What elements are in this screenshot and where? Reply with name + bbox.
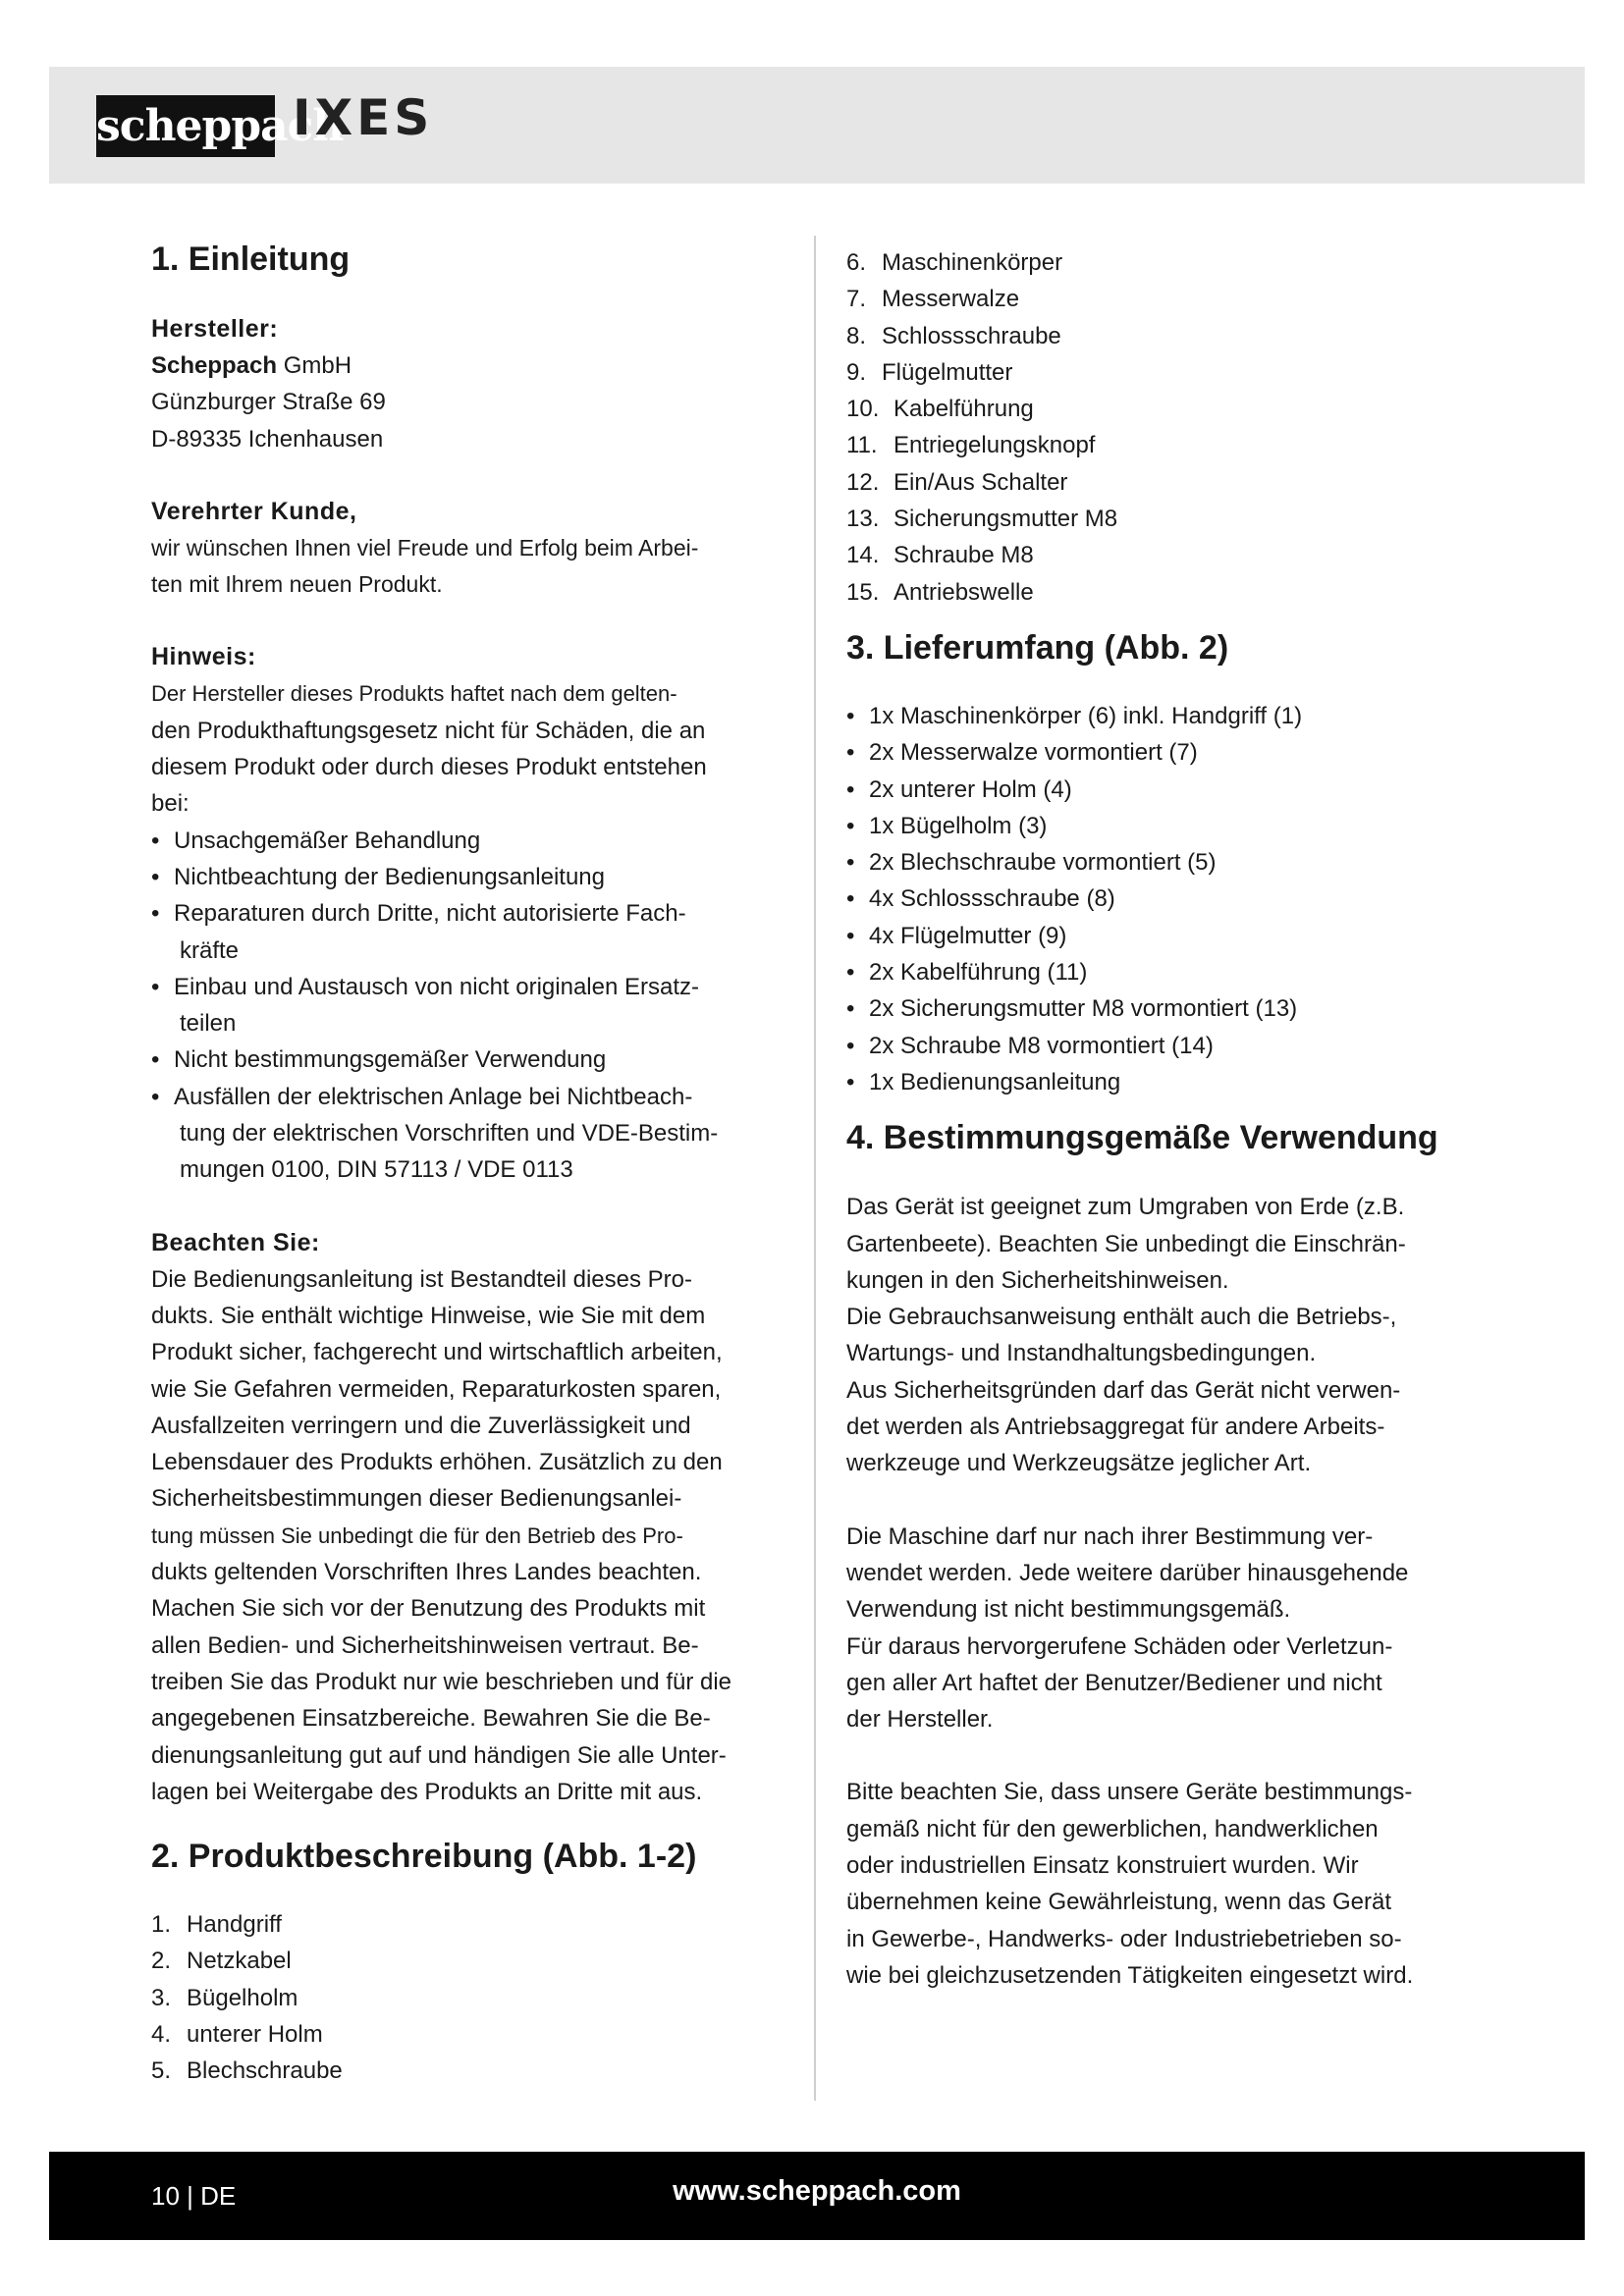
hint-label: Hinweis: — [151, 643, 256, 671]
use-line: in Gewerbe-, Handwerks- oder Industriebetrieben so- — [846, 1925, 1402, 1952]
scope-item: • 2x Schraube M8 vormontiert (14) — [846, 1028, 1494, 1064]
hint-item-line: • Nichtbeachtung der Bedienungsanleitung — [174, 863, 605, 890]
part-number: 15. — [846, 578, 880, 606]
scope-item: • 1x Bedienungsanleitung — [846, 1064, 1494, 1100]
column-divider — [814, 236, 816, 2101]
use-line: der Hersteller. — [846, 1706, 994, 1734]
hint-item — [151, 859, 799, 895]
company-name — [151, 347, 799, 384]
note-line: wie Sie Gefahren vermeiden, Reparaturkosten sparen, — [151, 1375, 722, 1403]
greeting-label: Verehrter Kunde, — [151, 497, 357, 525]
use-line: det werden als Antriebsaggregat für andere Arbeits- — [846, 1414, 1385, 1441]
use-line: Wartungs- und Instandhaltungsbedingungen. — [846, 1340, 1317, 1367]
note-line: Sicherheitsbestimmungen dieser Bedienungsanlei- — [151, 1485, 682, 1513]
part-item — [846, 281, 1494, 317]
note-line: Ausfallzeiten verringern und die Zuverlässigkeit und — [151, 1412, 691, 1439]
hint-item-line: mungen 0100, DIN 57113 / VDE 0113 — [180, 1156, 573, 1184]
use-line: Gartenbeete). Beachten Sie unbedingt die Einschrän- — [846, 1230, 1406, 1257]
parts-list-right — [846, 244, 1494, 611]
section-heading-einleitung: 1. Einleitung — [151, 240, 351, 278]
use-line: Die Gebrauchsanweisung enthält auch die Betriebs-, — [846, 1304, 1397, 1331]
part-name: Handgriff — [187, 1911, 282, 1939]
part-item — [846, 464, 1494, 501]
part-name: Ein/Aus Schalter — [893, 468, 1068, 496]
part-name: Messerwalze — [882, 286, 1020, 313]
use-line: Das Gerät ist geeignet zum Umgraben von Erde (z.B. — [846, 1194, 1405, 1221]
part-name: Entriegelungsknopf — [893, 432, 1096, 459]
part-number: 1. — [151, 1911, 172, 1939]
scope-item: • 4x Schlossschraube (8) — [846, 881, 1494, 917]
note-label: Beachten Sie: — [151, 1228, 320, 1256]
hint-line: den Produkthaftungsgesetz nicht für Schäden, die an — [151, 717, 706, 744]
scheppach-logo: scheppach — [96, 95, 275, 157]
part-item — [846, 354, 1494, 391]
part-number: 6. — [846, 249, 867, 276]
greeting-line: ten mit Ihrem neuen Produkt. — [151, 571, 443, 598]
scope-item: • 1x Maschinenkörper (6) inkl. Handgriff (1) — [846, 698, 1494, 734]
scope-item: • 2x Sicherungsmutter M8 vormontiert (13) — [846, 990, 1494, 1027]
part-name: Blechschraube — [187, 2057, 343, 2085]
scope-item: • 2x Messerwalze vormontiert (7) — [846, 734, 1494, 771]
part-item — [846, 391, 1494, 427]
company-bold: Scheppach — [151, 352, 278, 379]
part-name: Kabelführung — [893, 396, 1034, 423]
part-item — [151, 2016, 799, 2053]
hint-list — [151, 823, 799, 1189]
address-street: Günzburger Straße 69 — [151, 389, 386, 416]
hint-item — [151, 1079, 799, 1189]
use-line: Aus Sicherheitsgründen darf das Gerät nicht verwen- — [846, 1376, 1401, 1404]
part-item — [151, 1906, 799, 1943]
note-line: Machen Sie sich vor der Benutzung des Produkts mit — [151, 1595, 706, 1623]
note-line: dienungsanleitung gut auf und händigen Sie alle Unter- — [151, 1741, 727, 1769]
part-number: 3. — [151, 1984, 172, 2011]
hint-item — [151, 823, 799, 859]
note-line: treiben Sie das Produkt nur wie beschrieben und für die — [151, 1668, 732, 1695]
ixes-logo: IXES — [293, 89, 434, 146]
part-number: 8. — [846, 322, 867, 349]
note-line: dukts. Sie enthält wichtige Hinweise, wie Sie mit dem — [151, 1302, 706, 1329]
part-name: Sicherungsmutter M8 — [893, 506, 1118, 533]
use-line: wie bei gleichzusetzenden Tätigkeiten eingesetzt wird. — [846, 1961, 1414, 1989]
note-line: allen Bedien- und Sicherheitshinweisen vertraut. Be- — [151, 1631, 699, 1659]
use-line: kungen in den Sicherheitshinweisen. — [846, 1266, 1229, 1294]
page-number: 10 | DE — [151, 2181, 237, 2211]
scope-item: • 2x unterer Holm (4) — [846, 772, 1494, 808]
part-name: Netzkabel — [187, 1948, 292, 1975]
left-column — [151, 236, 799, 2090]
scope-item: • 4x Flügelmutter (9) — [846, 918, 1494, 954]
use-line: wendet werden. Jede weitere darüber hinausgehende — [846, 1559, 1409, 1586]
use-paragraph-2 — [846, 1519, 1494, 1738]
hint-item-line: • Reparaturen durch Dritte, nicht autorisierte Fach- — [174, 900, 686, 928]
note-line: lagen bei Weitergabe des Produkts an Dritte mit aus. — [151, 1778, 703, 1805]
use-line: werkzeuge und Werkzeugsätze jeglicher Art. — [846, 1450, 1312, 1477]
note-line: Die Bedienungsanleitung ist Bestandteil dieses Pro- — [151, 1265, 693, 1293]
part-number: 4. — [151, 2020, 172, 2048]
part-name: Schraube M8 — [893, 542, 1034, 569]
part-number: 2. — [151, 1948, 172, 1975]
note-line: dukts geltenden Vorschriften Ihres Landes beachten. — [151, 1559, 702, 1586]
hint-line: diesem Produkt oder durch dieses Produkt entstehen — [151, 754, 707, 781]
section-heading-verwendung: 4. Bestimmungsgemäße Verwendung — [846, 1119, 1438, 1157]
note-line: Lebensdauer des Produkts erhöhen. Zusätzlich zu den — [151, 1449, 723, 1476]
hint-item — [151, 969, 799, 1042]
scope-item: • 1x Bügelholm (3) — [846, 808, 1494, 844]
hint-line: Der Hersteller dieses Produkts haftet nach dem gelten- — [151, 681, 677, 707]
part-number: 10. — [846, 396, 880, 423]
use-line: oder industriellen Einsatz konstruiert wurden. Wir — [846, 1851, 1359, 1879]
part-item — [151, 1980, 799, 2016]
use-paragraph-1 — [846, 1189, 1494, 1481]
hint-item-line: • Einbau und Austausch von nicht originalen Ersatz- — [174, 973, 699, 1000]
use-paragraph-3 — [846, 1774, 1494, 1994]
page-header — [49, 67, 1585, 184]
part-item — [846, 427, 1494, 463]
part-name: Flügelmutter — [882, 358, 1013, 386]
hint-item — [151, 895, 799, 969]
hint-item — [151, 1041, 799, 1078]
part-item — [846, 574, 1494, 611]
part-number: 13. — [846, 506, 880, 533]
hint-line: bei: — [151, 790, 189, 818]
hint-item-line: • Unsachgemäßer Behandlung — [174, 827, 481, 854]
use-line: Verwendung ist nicht bestimmungsgemäß. — [846, 1596, 1291, 1624]
right-column — [846, 236, 1494, 1994]
scope-item: • 2x Kabelführung (11) — [846, 954, 1494, 990]
part-name: unterer Holm — [187, 2020, 323, 2048]
manufacturer-label: Hersteller: — [151, 315, 279, 343]
note-line: tung müssen Sie unbedingt die für den Betrieb des Pro- — [151, 1522, 683, 1548]
section-heading-lieferumfang: 3. Lieferumfang (Abb. 2) — [846, 628, 1229, 667]
part-number: 12. — [846, 468, 880, 496]
part-name: Antriebswelle — [893, 578, 1034, 606]
part-name: Maschinenkörper — [882, 249, 1063, 276]
note-paragraph — [151, 1261, 799, 1810]
address-city: D-89335 Ichenhausen — [151, 425, 384, 453]
note-line: angegebenen Einsatzbereiche. Bewahren Sie die Be- — [151, 1705, 711, 1733]
part-number: 11. — [846, 432, 878, 459]
use-line: übernehmen keine Gewährleistung, wenn das Gerät — [846, 1889, 1391, 1916]
part-number: 7. — [846, 286, 867, 313]
note-line: Produkt sicher, fachgerecht und wirtschaftlich arbeiten, — [151, 1339, 723, 1366]
hint-item-line: kräfte — [180, 936, 240, 964]
greeting-line: wir wünschen Ihnen viel Freude und Erfolg beim Arbei- — [151, 534, 699, 561]
page-footer — [49, 2152, 1585, 2240]
hint-item-line: tung der elektrischen Vorschriften und VDE-Bestim- — [180, 1120, 719, 1148]
part-item — [846, 537, 1494, 573]
company-rest: GmbH — [277, 352, 352, 379]
hint-item-line: • Nicht bestimmungsgemäßer Verwendung — [174, 1046, 607, 1074]
part-number: 9. — [846, 358, 867, 386]
hint-item-line: teilen — [180, 1010, 237, 1038]
use-line: gen aller Art haftet der Benutzer/Bediener und nicht — [846, 1669, 1382, 1696]
part-item — [151, 2053, 799, 2089]
part-item — [846, 244, 1494, 281]
use-line: Die Maschine darf nur nach ihrer Bestimmung ver- — [846, 1522, 1374, 1550]
part-number: 5. — [151, 2057, 172, 2085]
part-name: Schlossschraube — [882, 322, 1061, 349]
part-number: 14. — [846, 542, 880, 569]
scope-item: • 2x Blechschraube vormontiert (5) — [846, 844, 1494, 881]
parts-list-left — [151, 1906, 799, 2089]
part-name: Bügelholm — [187, 1984, 298, 2011]
use-line: gemäß nicht für den gewerblichen, handwerklichen — [846, 1815, 1379, 1842]
part-item — [846, 318, 1494, 354]
hint-item-line: • Ausfällen der elektrischen Anlage bei Nichtbeach- — [174, 1083, 693, 1110]
website-link[interactable]: www.scheppach.com — [673, 2175, 961, 2207]
section-heading-produktbeschreibung: 2. Produktbeschreibung (Abb. 1-2) — [151, 1838, 697, 1876]
part-item — [846, 501, 1494, 537]
use-line: Bitte beachten Sie, dass unsere Geräte bestimmungs- — [846, 1779, 1413, 1806]
use-line: Für daraus hervorgerufene Schäden oder Verletzun- — [846, 1632, 1393, 1660]
scope-list — [846, 698, 1494, 1100]
part-item — [151, 1943, 799, 1979]
